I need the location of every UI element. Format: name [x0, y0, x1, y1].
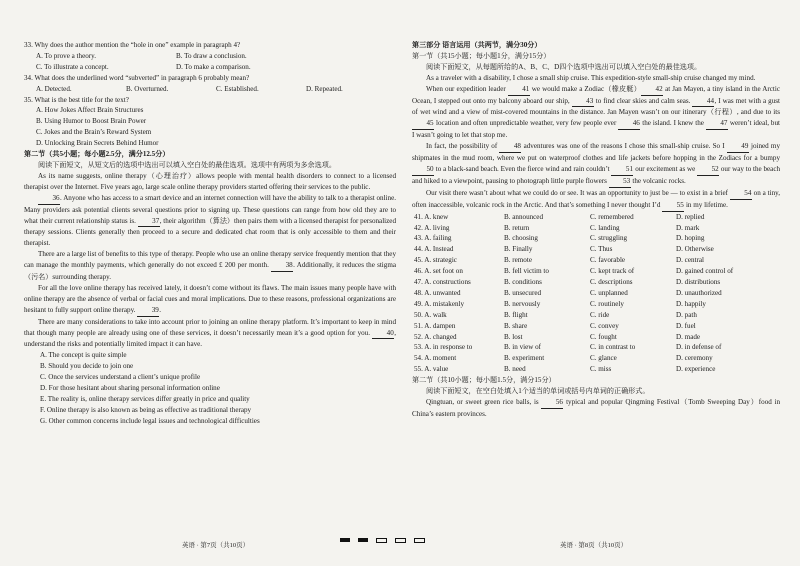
answer-option: G. Other common concerns include legal issues and technological difficulties — [40, 416, 260, 425]
q33-option-a: A. To prove a theory. — [36, 51, 96, 60]
choice-option: B. Finally — [504, 245, 533, 254]
choice-option: C. miss — [590, 365, 612, 374]
cloze-text: our excitement as we — [633, 164, 698, 173]
section1-title: 第一节（共15小题；每小题1分，满分15分） — [412, 51, 551, 60]
section1-instructions: 阅读下面短文，从每题所给的A、B、C、D四个选项中选出可以填入空白处的最佳选项。 — [426, 62, 702, 71]
choice-row — [414, 310, 780, 321]
choice-option: D. fuel — [676, 321, 696, 330]
blank-41[interactable]: 41 — [508, 84, 530, 96]
choice-option: D. in defense of — [676, 343, 722, 352]
choice-row — [414, 342, 780, 353]
choice-option: C. landing — [590, 223, 620, 232]
g-text-1: Qingtuan, or sweet green rice balls, is — [426, 398, 542, 406]
blank-55[interactable]: 55 — [662, 200, 684, 212]
section2-title: 第二节（共5小题；每小题2.5分，满分12.5分） — [24, 150, 170, 159]
choice-row — [414, 223, 780, 234]
choice-option: C. favorable — [590, 256, 626, 265]
choice-option: 44. A. Instead — [414, 245, 454, 254]
q34-option-c: C. Established. — [216, 84, 259, 93]
choice-option: C. in contrast to — [590, 343, 636, 352]
q34-options — [24, 84, 396, 95]
choice-option: 42. A. living — [414, 223, 450, 232]
p5-text-1: There are many considerations to take into account prior to joining an online therapy platform. It’s important to keep in mind that though many people are already using one of these services, it doesn’t necessarily mean it’s a good option for you. — [24, 317, 396, 337]
choice-row — [414, 321, 780, 332]
blank-40[interactable]: 40 — [372, 328, 394, 340]
choice-option: 46. A. set foot on — [414, 267, 463, 276]
choice-option: B. fell victim to — [504, 267, 549, 276]
left-column — [24, 40, 396, 427]
cloze-text: to a black-sand beach. Even the fierce wind and rain couldn’t — [434, 164, 612, 173]
choice-row — [414, 353, 780, 364]
choice-option: B. announced — [504, 212, 544, 221]
blank-46[interactable]: 46 — [618, 118, 640, 130]
cloze-text: location and often unpredictable weather, very few people ever — [434, 119, 619, 128]
blank-43[interactable]: 43 — [572, 96, 594, 108]
cloze-text: the volcanic rocks. — [630, 176, 686, 185]
mark-2 — [358, 538, 368, 542]
p3-text-2: . Additionally, it reduces the stigma（污名）surrounding therapy. — [24, 261, 396, 282]
mark-4 — [395, 538, 406, 543]
p3-text-1: There are a large list of benefits to this type of therapy. People who use an online therapy service frequently mention that they can manage the monthly payments, which generally do not exceed £ 200 per month. — [24, 250, 396, 270]
choice-option: D. path — [676, 310, 697, 319]
choice-option: D. gained control of — [676, 267, 734, 276]
mark-3 — [376, 538, 387, 543]
right-column — [412, 40, 780, 420]
choice-option: C. fought — [590, 332, 617, 341]
q35-option-c: C. Jokes and the Brain’s Reward System — [36, 128, 152, 137]
cloze-text: on a tiny, often inaccessible, volcanic rock in the Arctic. And that’s something I never thought I’d — [412, 188, 780, 209]
choice-row — [414, 332, 780, 343]
choice-option: D. unauthorized — [676, 288, 722, 297]
q33-stem: 33. Why does the author mention the “hole in one” example in paragraph 4? — [24, 41, 241, 49]
choice-option: 43. A. failing — [414, 234, 452, 243]
choice-row — [414, 277, 780, 288]
choice-option: 51. A. dampen — [414, 321, 456, 330]
q34-option-a: A. Detected. — [36, 84, 72, 93]
answer-options-list — [24, 350, 396, 426]
q34-option-b: B. Overturned. — [126, 84, 169, 93]
q33-option-b: B. To draw a conclusion. — [176, 51, 247, 60]
choice-row — [414, 288, 780, 299]
choice-row — [414, 244, 780, 255]
blank-36[interactable]: 36 — [38, 193, 60, 205]
blank-51[interactable]: 51 — [611, 164, 633, 176]
cloze-text: When our expedition leader — [426, 84, 508, 93]
choice-row — [414, 212, 780, 223]
choice-option: 45. A. strategic — [414, 256, 457, 265]
q33-options-2 — [24, 62, 396, 73]
alignment-marks — [340, 538, 425, 543]
choice-option: B. return — [504, 223, 530, 232]
choice-option: 47. A. constructions — [414, 278, 471, 287]
q33-options — [24, 51, 396, 62]
choice-option: B. choosing — [504, 234, 538, 243]
choice-option: 55. A. value — [414, 365, 449, 374]
choice-option: C. glance — [590, 354, 617, 363]
choice-option: D. replied — [676, 212, 705, 221]
q33-option-d: D. To make a comparison. — [176, 62, 251, 71]
blank-39[interactable]: 39 — [137, 305, 159, 317]
passage-paragraph-2 — [24, 193, 396, 250]
cloze-text: the island. I knew the — [640, 119, 706, 128]
answer-option: E. The reality is, online therapy services differ greatly in price and quality — [40, 395, 250, 403]
q33-option-c: C. To illustrate a concept. — [36, 62, 109, 71]
cloze-text: our way to the beach and hiked to a viewpoint, pausing to photograph little purple flowers — [412, 164, 781, 185]
q35-option-b: B. Using Humor to Boost Brain Power — [36, 117, 147, 126]
q34-option-d: D. Repeated. — [306, 84, 343, 93]
choice-option: B. lost — [504, 332, 523, 341]
blank-56[interactable]: 56 — [541, 397, 563, 409]
cloze-text: we would make a Zodiac（橡皮艇） — [529, 84, 642, 93]
cloze-text: In fact, the possibility of — [426, 142, 500, 151]
blank-42[interactable]: 42 — [641, 84, 663, 96]
choice-option: 41. A. knew — [414, 212, 449, 221]
passage-paragraph-3 — [24, 249, 396, 283]
choice-option: D. mark — [676, 223, 700, 232]
section2-title-right: 第二节（共10小题；每小题1.5分，满分15分） — [412, 376, 556, 385]
cloze-text: adventures was one of the reasons I chose this small-ship cruise. So I — [521, 142, 727, 151]
blank-38[interactable]: 38 — [271, 260, 293, 272]
p2-text-1: . Anyone who has access to a smart device and an internet connection will have the ability to talk to a therapist online. Many providers ask potential clients several questions prior to signing up. These questions can range from how old they are to what their current relationship status is. — [24, 193, 396, 225]
choice-option: C. convey — [590, 321, 619, 330]
choice-option: B. remote — [504, 256, 532, 265]
mark-1 — [340, 538, 350, 542]
choice-option: D. central — [676, 256, 704, 265]
mark-5 — [414, 538, 425, 543]
choice-option: D. experience — [676, 365, 716, 374]
choice-option: C. descriptions — [590, 278, 633, 287]
g-text-2: typical and popular Qingming Festival（Tomb Sweeping Day）food in China’s eastern provinces. — [412, 398, 780, 418]
blank-50[interactable]: 50 — [412, 164, 434, 176]
choice-option: D. Otherwise — [676, 245, 714, 254]
q35-option-d: D. Unlocking Brain Secrets Behind Humor — [36, 139, 159, 148]
blank-49[interactable]: 49 — [727, 141, 749, 153]
cloze-text: , I was met with a gust of wet wind and a view of mist-covered mountains in the distance. Jan Mayen wasn’t on our itinerary（行程）, and due to its — [412, 96, 780, 117]
answer-option: C. Once the services understand a client’s unique profile — [40, 373, 201, 382]
cloze-text: to find clear skies and calm seas. — [593, 96, 693, 105]
blank-48[interactable]: 48 — [499, 141, 521, 153]
p5-text-2: , understand the risks and potentially limited impact it can have. — [24, 328, 396, 349]
choice-option: 48. A. unwanted — [414, 288, 461, 297]
choice-option: B. need — [504, 365, 526, 374]
section2-instructions-right: 阅读下面短文，在空白处填入1个适当的单词或括号内单词的正确形式。 — [426, 387, 650, 396]
answer-option: B. Should you decide to join one — [40, 362, 134, 371]
choice-option: D. happily — [676, 299, 706, 308]
blank-47[interactable]: 47 — [706, 118, 728, 130]
choice-option: B. experiment — [504, 354, 545, 363]
choice-option: 54. A. moment — [414, 354, 457, 363]
blank-54[interactable]: 54 — [730, 188, 752, 200]
choice-option: B. in view of — [504, 343, 542, 352]
blank-45[interactable]: 45 — [412, 118, 434, 130]
answer-option: D. For those hesitant about sharing personal information online — [40, 384, 220, 393]
grammar-paragraph — [412, 397, 780, 420]
cloze-text: Our visit there wasn’t about what we could do or see. It was an opportunity to just be — to exist in a brief — [426, 188, 730, 197]
choice-row — [414, 233, 780, 244]
choice-option: C. unplanned — [590, 288, 628, 297]
choice-option: D. hoping — [676, 234, 705, 243]
choice-option: C. remembered — [590, 212, 634, 221]
cloze-text: at Jan Mayen, a tiny island in the Arctic Ocean, I stepped out onto my balcony aboard our ship, — [412, 84, 780, 105]
choice-option: D. made — [676, 332, 701, 341]
cloze-text: weren’t ideal, but I wasn’t going to let that stop me. — [412, 119, 780, 140]
passage-paragraph-5 — [24, 317, 396, 351]
choice-option: D. ceremony — [676, 354, 713, 363]
page-footer-right: 英语 · 第8页（共10页） — [560, 542, 628, 549]
p4-text-1: For all the love online therapy has received lately, it doesn’t come without its flaws. The main issues many people have with online therapy are the absence of verbal or facial cues and moral implications. Due to these reasons, professional organizations are hesitant to fully support online therapy. — [24, 283, 396, 314]
cloze-paragraph-1: As a traveler with a disability, I chose a small ship cruise. This expedition-style small-ship cruise changed my mind. — [426, 73, 756, 82]
choice-row — [414, 299, 780, 310]
answer-option: A. The concept is quite simple — [40, 351, 127, 360]
choice-row — [414, 266, 780, 277]
choice-option: B. flight — [504, 310, 528, 319]
choice-option: 53. A. in response to — [414, 343, 473, 352]
passage-paragraph-4 — [24, 283, 396, 317]
part3-title: 第三部分 语言运用（共两节，满分30分） — [412, 41, 542, 49]
blank-53[interactable]: 53 — [609, 176, 631, 188]
choice-option: C. Thus — [590, 245, 613, 254]
page-footer-left: 英语 · 第7页（共10页） — [182, 542, 250, 549]
cloze-paragraph-2 — [412, 84, 780, 142]
choice-option: C. struggling — [590, 234, 628, 243]
q35-option-a: A. How Jokes Affect Brain Structures — [36, 106, 144, 115]
cloze-text: joined my shipmates in the mud room, where we put on waterproof clothes and life jackets before hopping in the Zodiacs for a bumpy — [412, 142, 780, 163]
choice-option: B. unsecured — [504, 288, 542, 297]
blank-37[interactable]: 37 — [138, 216, 160, 228]
choice-option: C. routinely — [590, 299, 624, 308]
choice-option: 52. A. changed — [414, 332, 457, 341]
p4-text-2: . — [159, 305, 162, 314]
choice-option: B. conditions — [504, 278, 542, 287]
choice-row — [414, 255, 780, 266]
choice-option: D. distributions — [676, 278, 721, 287]
blank-44[interactable]: 44 — [692, 96, 714, 108]
choice-option: C. ride — [590, 310, 610, 319]
cloze-paragraph-4 — [412, 188, 780, 212]
q35-stem: 35. What is the best title for the text? — [24, 95, 129, 104]
choice-option: C. kept track of — [590, 267, 635, 276]
q34-stem: 34. What does the underlined word “subverted” in paragraph 6 probably mean? — [24, 73, 250, 82]
cloze-text: in my lifetime. — [684, 200, 728, 209]
cloze-paragraph-3 — [412, 141, 780, 188]
choice-option: 49. A. mistakenly — [414, 299, 465, 308]
cloze-choices-table — [412, 212, 780, 376]
choice-row — [414, 364, 780, 375]
section2-instructions: 阅读下面短文，从短文后的选项中选出可以填入空白处的最佳选项。选项中有两项为多余选项。 — [38, 160, 336, 169]
p2-text-2: , their algorithm（算法）then pairs them with a licensed therapist for personalized therapy sessions. Clients generally then proceed to a secure and dedicated chat room that is only accessible to them and their therapist. — [24, 216, 396, 248]
choice-option: B. share — [504, 321, 528, 330]
blank-52[interactable]: 52 — [697, 164, 719, 176]
choice-option: B. nervously — [504, 299, 541, 308]
choice-option: 50. A. walk — [414, 310, 447, 319]
answer-option: F. Online therapy is also known as being as effective as traditional therapy — [40, 405, 252, 414]
passage-paragraph-1: As its name suggests, online therapy（心理治疗）allows people with mental health disorders to connect to a licensed therapist over the Internet. Five years ago, large scale online therapy providers started offering their services to the public. — [24, 171, 396, 191]
